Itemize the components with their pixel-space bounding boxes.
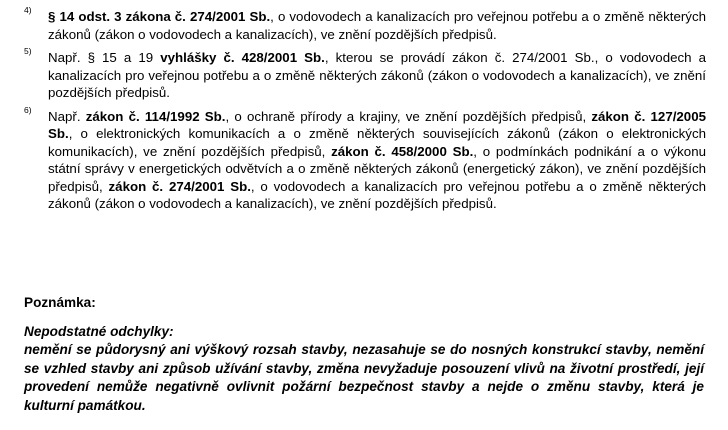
law-citation: zákon č. 114/1992 Sb.	[85, 108, 226, 124]
footnote-text	[48, 109, 706, 212]
footnote-text-segment: Např. § 15 a 19	[48, 50, 161, 65]
note-subtitle: Nepodstatné odchylky:	[24, 323, 174, 339]
footnote-text	[48, 50, 706, 100]
footnote-text-segment: , o elektronických komunikacích a o změně některých souvisejících zákonů (zákon o elektronických komunikacích), ve znění pozdějších předpisů,	[48, 126, 706, 159]
footnote-number: 5)	[24, 46, 32, 56]
footnote-text-segment: , o vodovodech a kanalizacích pro veřejnou potřebu a o změně některých zákonů (zákon o vodovodech a kanalizacích), ve znění pozdějších předpisů.	[48, 178, 706, 211]
footnote-text-segment: Např.	[48, 108, 86, 124]
note-section	[24, 294, 704, 416]
note-title: Poznámka:	[24, 295, 96, 310]
footnote-text-segment: , o ochraně přírody a krajiny, ve znění pozdějších předpisů,	[225, 108, 592, 124]
footnote-text-segment: , kterou se provádí zákon č. 274/2001 Sb., o vodovodech a kanalizacích pro veřejnou potřebu a o změně některých zákonů (zákon o vodovodech a kanalizacích), ve znění pozdějších předpisů.	[48, 50, 706, 100]
footnote-5	[22, 46, 706, 102]
note-body-text: nemění se půdorysný ani výškový rozsah stavby, nezasahuje se do nosných konstrukcí stavby, nemění se vzhled stavby ani způsob užívání stavby, změna nevyžaduje posouzení vlivů na životní prostředí, její provedení nemůže negativně ovlivnit požární bezpečnost stavby a nejde o změnu stavby, která je kulturní památkou	[24, 342, 704, 413]
footnote-text-segment: , o vodovodech a kanalizacích pro veřejnou potřebu a o změně některých zákonů (zákon o vodovodech a kanalizacích), ve znění pozdějších předpisů.	[48, 9, 707, 42]
footnote-number: 6)	[24, 104, 32, 115]
footnotes	[22, 5, 707, 219]
footnote-6	[22, 104, 706, 213]
footnote-text-segment: , o podmínkách podnikání a o výkonu státní správy v energetických odvětvích a o změně některých zákonů (energetický zákon), ve znění pozdějších předpisů,	[48, 143, 706, 194]
law-citation: vyhlášky č. 428/2001 Sb.	[160, 50, 325, 65]
footnote-number: 4)	[24, 5, 32, 15]
law-citation: zákon č. 127/2005 Sb.	[48, 108, 706, 141]
law-citation: zákon č. 274/2001 Sb.	[108, 178, 251, 194]
footnote-text	[48, 9, 706, 42]
law-citation: zákon č. 458/2000 Sb.	[331, 143, 474, 159]
footnote-4	[22, 5, 707, 43]
note-body	[24, 341, 704, 415]
law-citation: § 14 odst. 3 zákona č. 274/2001 Sb.	[48, 9, 271, 24]
note-end-mark: .	[141, 397, 146, 413]
